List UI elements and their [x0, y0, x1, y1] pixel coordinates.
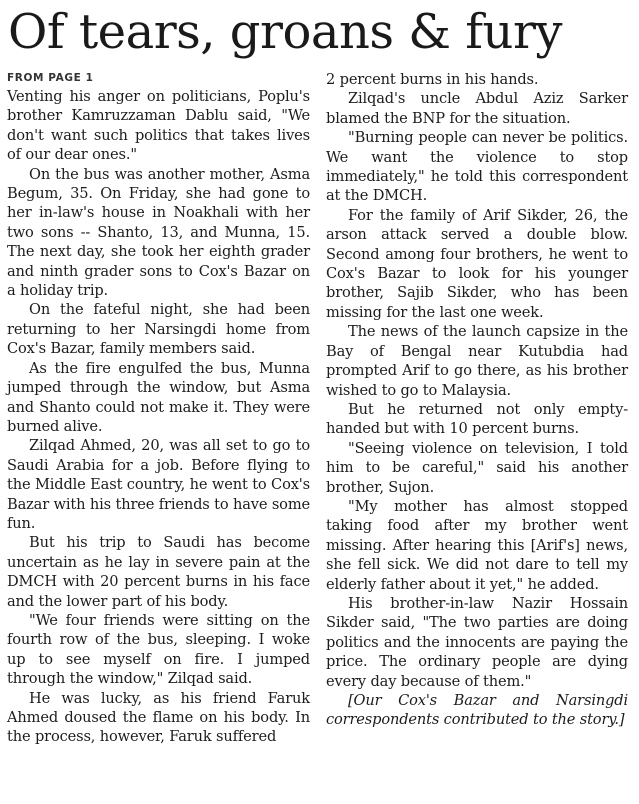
- paragraph: On the bus was another mother, Asma Begum, 35. On Friday, she had gone to her in-law's house in Noakhali with her two sons -- Shanto, 13, and Munna, 15. The next day, she took her eighth grader and ninth grader sons to Cox's Bazar on a holiday trip.: [7, 165, 310, 300]
- paragraph-continuation: 2 percent burns in his hands.: [326, 71, 539, 88]
- paragraph: The news of the launch capsize in the Bay of Bengal near Kutubdia had prompted Arif to go there, as his brother wished to go to Malaysia.: [326, 323, 628, 399]
- paragraph: But he returned not only empty-handed but with 10 percent burns.: [326, 400, 628, 438]
- paragraph: "We four friends were sitting on the fourth row of the bus, sleeping. I woke up to see myself on fire. I jumped through the window," Zilqad said.: [7, 611, 310, 688]
- from-page-label: FROM PAGE 1: [7, 72, 94, 84]
- paragraph: "My mother has almost stopped taking food after my brother went missing. After hearing this [Arif's] news, she fell sick. We did not dare to tell my elderly father about it yet," he added.: [326, 497, 628, 593]
- headline: Of tears, groans & fury: [8, 4, 562, 60]
- paragraph: Zilqad's uncle Abdul Aziz Sarker blamed the BNP for the situation.: [326, 90, 628, 127]
- paragraph: He was lucky, as his friend Faruk Ahmed doused the flame on his body. In the process, however, Faruk suffered: [7, 689, 310, 746]
- paragraph: But his trip to Saudi has become uncertain as he lay in severe pain at the DMCH with 20 percent burns in his face and the lower part of his body.: [7, 534, 310, 610]
- paragraph: His brother-in-law Nazir Hossain Sikder said, "The two parties are doing politics and the innocents are paying the price. The ordinary people are dying every day because of them.": [326, 594, 628, 690]
- article-column-right: [326, 70, 628, 730]
- paragraph: "Burning people can never be politics. We want the violence to stop immediately," he told this correspondent at the DMCH.: [326, 129, 628, 205]
- paragraph: Venting his anger on politicians, Poplu's brother Kamruzzaman Dablu said, "We don't want such politics that takes lives of our dear ones.": [7, 88, 310, 164]
- article-column-left: [7, 70, 310, 747]
- paragraph: For the family of Arif Sikder, 26, the arson attack served a double blow. Second among four brothers, he went to Cox's Bazar to look for his younger brother, Sajib Sikder, who has been missing for the last one week.: [326, 206, 628, 321]
- paragraph: As the fire engulfed the bus, Munna jumped through the window, but Asma and Shanto could not make it. They were burned alive.: [7, 359, 310, 435]
- credit-line: [Our Cox's Bazar and Narsingdi correspondents contributed to the story.]: [326, 692, 628, 729]
- paragraph: On the fateful night, she had been returning to her Narsingdi home from Cox's Bazar, family members said.: [7, 301, 310, 358]
- paragraph: "Seeing violence on television, I told him to be careful," said his another brother, Sujon.: [326, 439, 628, 496]
- paragraph: Zilqad Ahmed, 20, was all set to go to Saudi Arabia for a job. Before flying to the Middle East country, he went to Cox's Bazar with his three friends to have some fun.: [7, 437, 310, 532]
